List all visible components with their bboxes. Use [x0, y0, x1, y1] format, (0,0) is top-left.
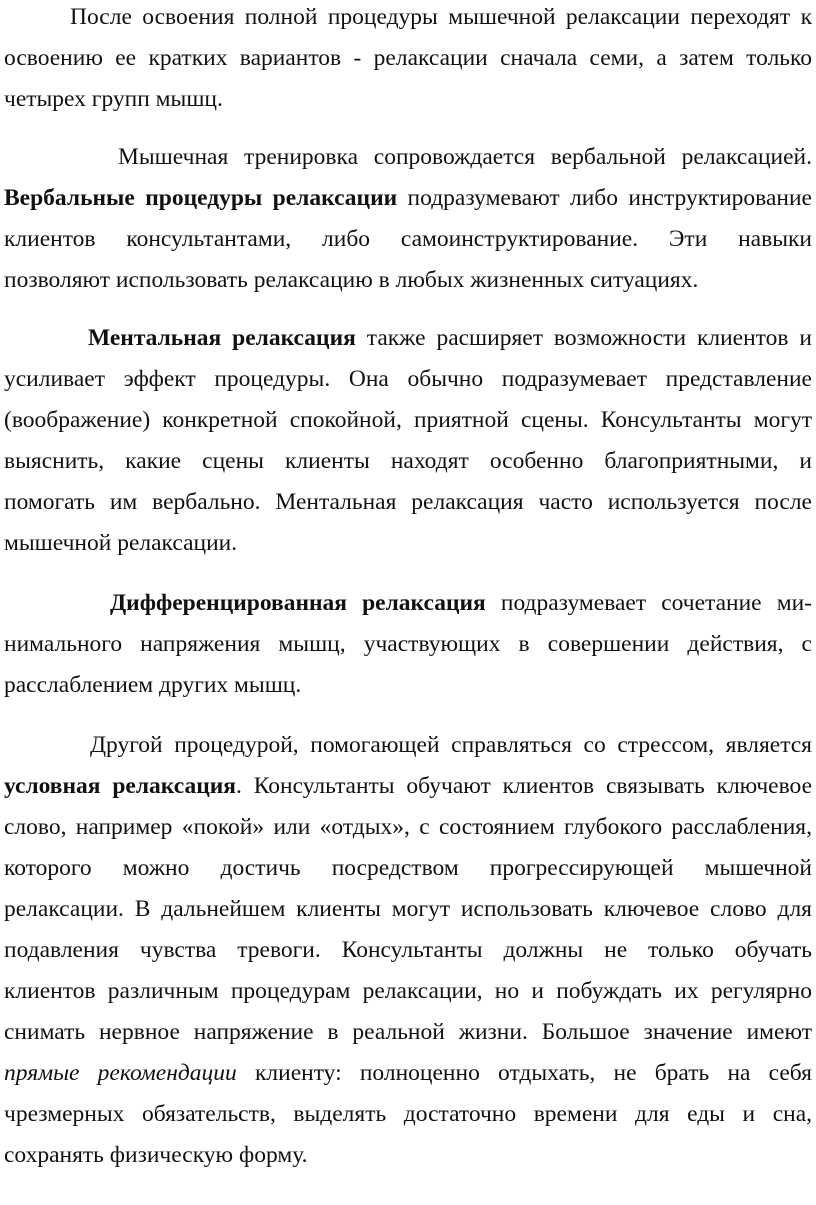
- paragraph-3-line-1: [4, 323, 812, 353]
- paragraph-1-line-1: [4, 2, 812, 32]
- bold-term: Ментальная релаксация: [88, 325, 356, 351]
- italic-term: прямые рекомендации: [4, 1060, 237, 1086]
- text-run: . Консультанты обучают клиентов связывать ключевое: [236, 773, 812, 799]
- text-run: мышечной релаксации.: [4, 530, 238, 556]
- paragraph-5-line-2: [4, 771, 812, 801]
- paragraph-5-line-7: [4, 976, 812, 1006]
- paragraph-3-line-6: [4, 528, 812, 558]
- paragraph-4-line-3: [4, 670, 812, 700]
- text-run: Другой процедурой, помогающей справляться со стрессом, является: [90, 732, 812, 758]
- text-run: сохранять физическую форму.: [4, 1142, 308, 1168]
- text-run: подавления чувства тревоги. Консультанты должны не только обучать: [4, 937, 812, 963]
- text-run: нимального напряжения мышц, участвующих в совершении действия, с: [4, 631, 812, 657]
- paragraph-3-line-4: [4, 446, 812, 476]
- text-run: подразумевают либо инструктирование: [397, 185, 812, 211]
- paragraph-5-line-4: [4, 853, 812, 883]
- text-run: четырех групп мышц.: [4, 86, 223, 112]
- paragraph-5-line-3: [4, 812, 812, 842]
- text-run: выяснить, какие сцены клиенты находят особенно благоприятными, и: [4, 448, 812, 474]
- paragraph-5-line-1: [4, 730, 812, 760]
- text-run: также расширяет возможности клиентов и: [355, 325, 812, 351]
- paragraph-1-line-2: [4, 43, 812, 73]
- paragraph-4-line-1: [4, 588, 812, 618]
- text-run: После освоения полной процедуры мышечной релаксации переходят к: [70, 4, 812, 30]
- paragraph-2-line-1: [4, 142, 812, 172]
- paragraph-3-line-5: [4, 487, 812, 517]
- paragraph-5-line-9: [4, 1058, 812, 1088]
- text-run: усиливает эффект процедуры. Она обычно подразумевает представление: [4, 366, 812, 392]
- paragraph-2-line-4: [4, 265, 812, 295]
- paragraph-3-line-2: [4, 364, 812, 394]
- paragraph-5-line-11: [4, 1140, 812, 1170]
- text-run: снимать нервное напряжение в реальной жизни. Большое значение имеют: [4, 1019, 812, 1045]
- paragraph-1-line-3: [4, 84, 812, 114]
- paragraph-4-line-2: [4, 629, 812, 659]
- text-run: (воображение) конкретной спокойной, приятной сцены. Консультанты могут: [4, 407, 812, 433]
- bold-term: Дифференцированная релаксация: [110, 590, 486, 616]
- bold-term: условная релаксация: [4, 773, 237, 799]
- text-run: которого можно достичь посредством прогрессирующей мышечной: [4, 855, 812, 881]
- paragraph-2-line-2: [4, 183, 812, 213]
- text-run: Мышечная тренировка сопровождается вербальной релаксацией.: [118, 144, 812, 170]
- paragraph-5-line-8: [4, 1017, 812, 1047]
- text-run: позволяют использовать релаксацию в любых жизненных ситуациях.: [4, 267, 699, 293]
- text-run: подразумевает сочетание ми-: [485, 590, 812, 616]
- paragraph-2-line-3: [4, 224, 812, 254]
- paragraph-5-line-10: [4, 1099, 812, 1129]
- paragraph-5-line-5: [4, 894, 812, 924]
- text-run: расслаблением других мышц.: [4, 672, 302, 698]
- paragraph-3-line-3: [4, 405, 812, 435]
- text-run: слово, например «покой» или «отдых», с состоянием глубокого расслабления,: [4, 814, 812, 840]
- paragraph-5-line-6: [4, 935, 812, 965]
- text-run: помогать им вербально. Ментальная релаксация часто используется после: [4, 489, 812, 515]
- text-run: клиентов консультантами, либо самоинструктирование. Эти навыки: [4, 226, 812, 252]
- text-run: релаксации. В дальнейшем клиенты могут использовать ключевое слово для: [4, 896, 812, 922]
- text-run: клиентов различным процедурам релаксации, но и побуждать их регулярно: [4, 978, 812, 1004]
- text-run: освоению ее кратких вариантов - релаксации сначала семи, а затем только: [4, 45, 812, 71]
- text-run: чрезмерных обязательств, выделять достаточно времени для еды и сна,: [4, 1101, 812, 1127]
- bold-term: Вербальные процедуры релаксации: [4, 185, 398, 211]
- text-run: клиенту: полноценно отдыхать, не брать на себя: [236, 1060, 812, 1086]
